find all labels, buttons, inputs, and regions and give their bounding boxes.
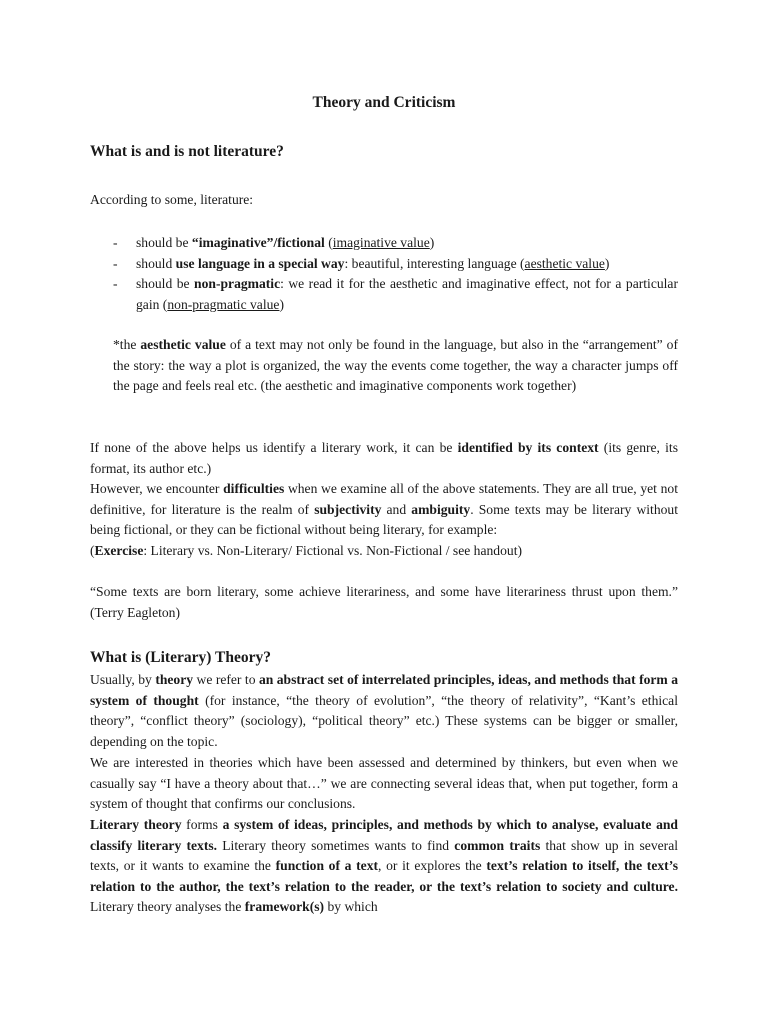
bold-run: ambiguity [411, 501, 471, 517]
bullet-underline: non-pragmatic value [167, 296, 280, 312]
text-run: by which [324, 899, 378, 915]
bold-run: subjectivity [314, 501, 382, 517]
bullet-text: should be [136, 276, 195, 292]
bold-run: Literary theory [90, 817, 182, 832]
text-run: , or it explores the [378, 858, 487, 874]
text-run: : Literary vs. Non-Literary/ Fictional vs. Non-Fictional / see handout) [143, 543, 523, 558]
text-run: (its genre, its format, its author etc.) [90, 440, 678, 476]
bullet-underline: aesthetic value [524, 255, 605, 271]
bullet-dash: - [113, 235, 118, 250]
bullet-text: : we read it for the aesthetic and imaginative effect, not for a particular gain ( [136, 276, 678, 312]
list-item [113, 233, 678, 254]
bold-run: text’s relation to itself, the text’s relation to the author, the text’s relation to the reader, or the text’s relation to society and culture. [90, 858, 679, 894]
bullet-text: should [136, 255, 176, 271]
bullet-text: : beautiful, interesting language ( [344, 255, 525, 271]
text-run: Literary theory sometimes wants to find [217, 837, 455, 853]
bullet-text: should be [136, 235, 192, 250]
bold-run: function of a text [275, 858, 379, 874]
theory-assessment-paragraph: We are interested in theories which have been assessed and determined by thinkers, but even when we casually say “I have a theory about that…” we are connecting several ideas that, when put together, form a system of thought that confirms our conclusions. [90, 755, 678, 812]
text-run: when we examine all of the above statements. They are all true, yet not definitive, for literature is the realm of [90, 481, 678, 517]
section-heading-theory: What is (Literary) Theory? [90, 649, 271, 666]
bold-run: difficulties [223, 481, 285, 496]
text-run: However, we encounter [90, 481, 224, 496]
bullet-dash: - [113, 255, 118, 271]
exercise-label: Exercise [94, 543, 144, 558]
bullet-bold: non-pragmatic [194, 276, 281, 292]
text-run: Literary theory analyses the [90, 899, 245, 915]
bullet-dash: - [113, 276, 118, 292]
difficulties-paragraph [90, 479, 678, 541]
bold-run: framework(s) [244, 899, 325, 915]
list-item [113, 254, 678, 275]
bullet-text: ) [604, 255, 610, 271]
bold-run: common traits [454, 837, 541, 853]
bold-run: theory [155, 672, 194, 687]
bold-run: an abstract set of interrelated principles, ideas, and methods that form a system of thought [90, 672, 679, 708]
text-run: ( [90, 543, 95, 558]
note-bold: aesthetic value [140, 337, 226, 352]
note-text: *the [113, 337, 141, 352]
bullet-text: ) [279, 296, 284, 312]
bold-run: identified by its context [457, 440, 599, 455]
text-run: Usually, by [90, 672, 156, 687]
note-text: of a text may not only be found in the language, but also in the “arrangement” of the story: the way a plot is organized, the way the events come together, the way a character jumps off the page and feels real etc. (the aesthetic and imaginative components work together) [113, 337, 678, 394]
text-run: and [381, 501, 412, 517]
section-heading-literature: What is and is not literature? [90, 143, 284, 160]
bullet-underline: imaginative value [332, 235, 430, 250]
aesthetic-note [113, 335, 678, 397]
page-title: Theory and Criticism [312, 94, 456, 111]
text-run: If none of the above helps us identify a literary work, it can be [90, 440, 458, 455]
exercise-line [90, 541, 678, 562]
bullet-bold: “imaginative”/fictional [191, 235, 325, 250]
text-run: that show up in several texts, or it wants to examine the [90, 837, 679, 874]
text-run: we refer to [193, 672, 259, 687]
literary-theory-paragraph [90, 815, 678, 918]
text-run: forms [181, 817, 223, 832]
intro-paragraph: According to some, literature: [90, 192, 254, 207]
theory-definition-paragraph [90, 670, 678, 752]
bold-run: a system of ideas, principles, and methods by which to analyse, evaluate and classify literary texts. [90, 817, 678, 853]
eagleton-quote: “Some texts are born literary, some achieve literariness, and some have literariness thrust upon them.” (Terry Eagleton) [90, 584, 678, 620]
text-run: (for instance, “the theory of evolution”, “the theory of relativity”, “Kant’s ethical theory”, “conflict theory” (sociology), “political theory” etc.) These systems can be bigger or smaller, depending on the topic. [90, 692, 678, 749]
definition-list [113, 233, 678, 315]
list-item [113, 274, 678, 315]
bullet-text: ( [324, 235, 333, 250]
bullet-text: ) [429, 235, 435, 250]
text-run: . Some texts may be literary without being fictional, or they can be fictional without being literary, for example: [90, 501, 678, 538]
bullet-bold: use language in a special way [175, 255, 345, 271]
context-paragraph [90, 438, 678, 479]
